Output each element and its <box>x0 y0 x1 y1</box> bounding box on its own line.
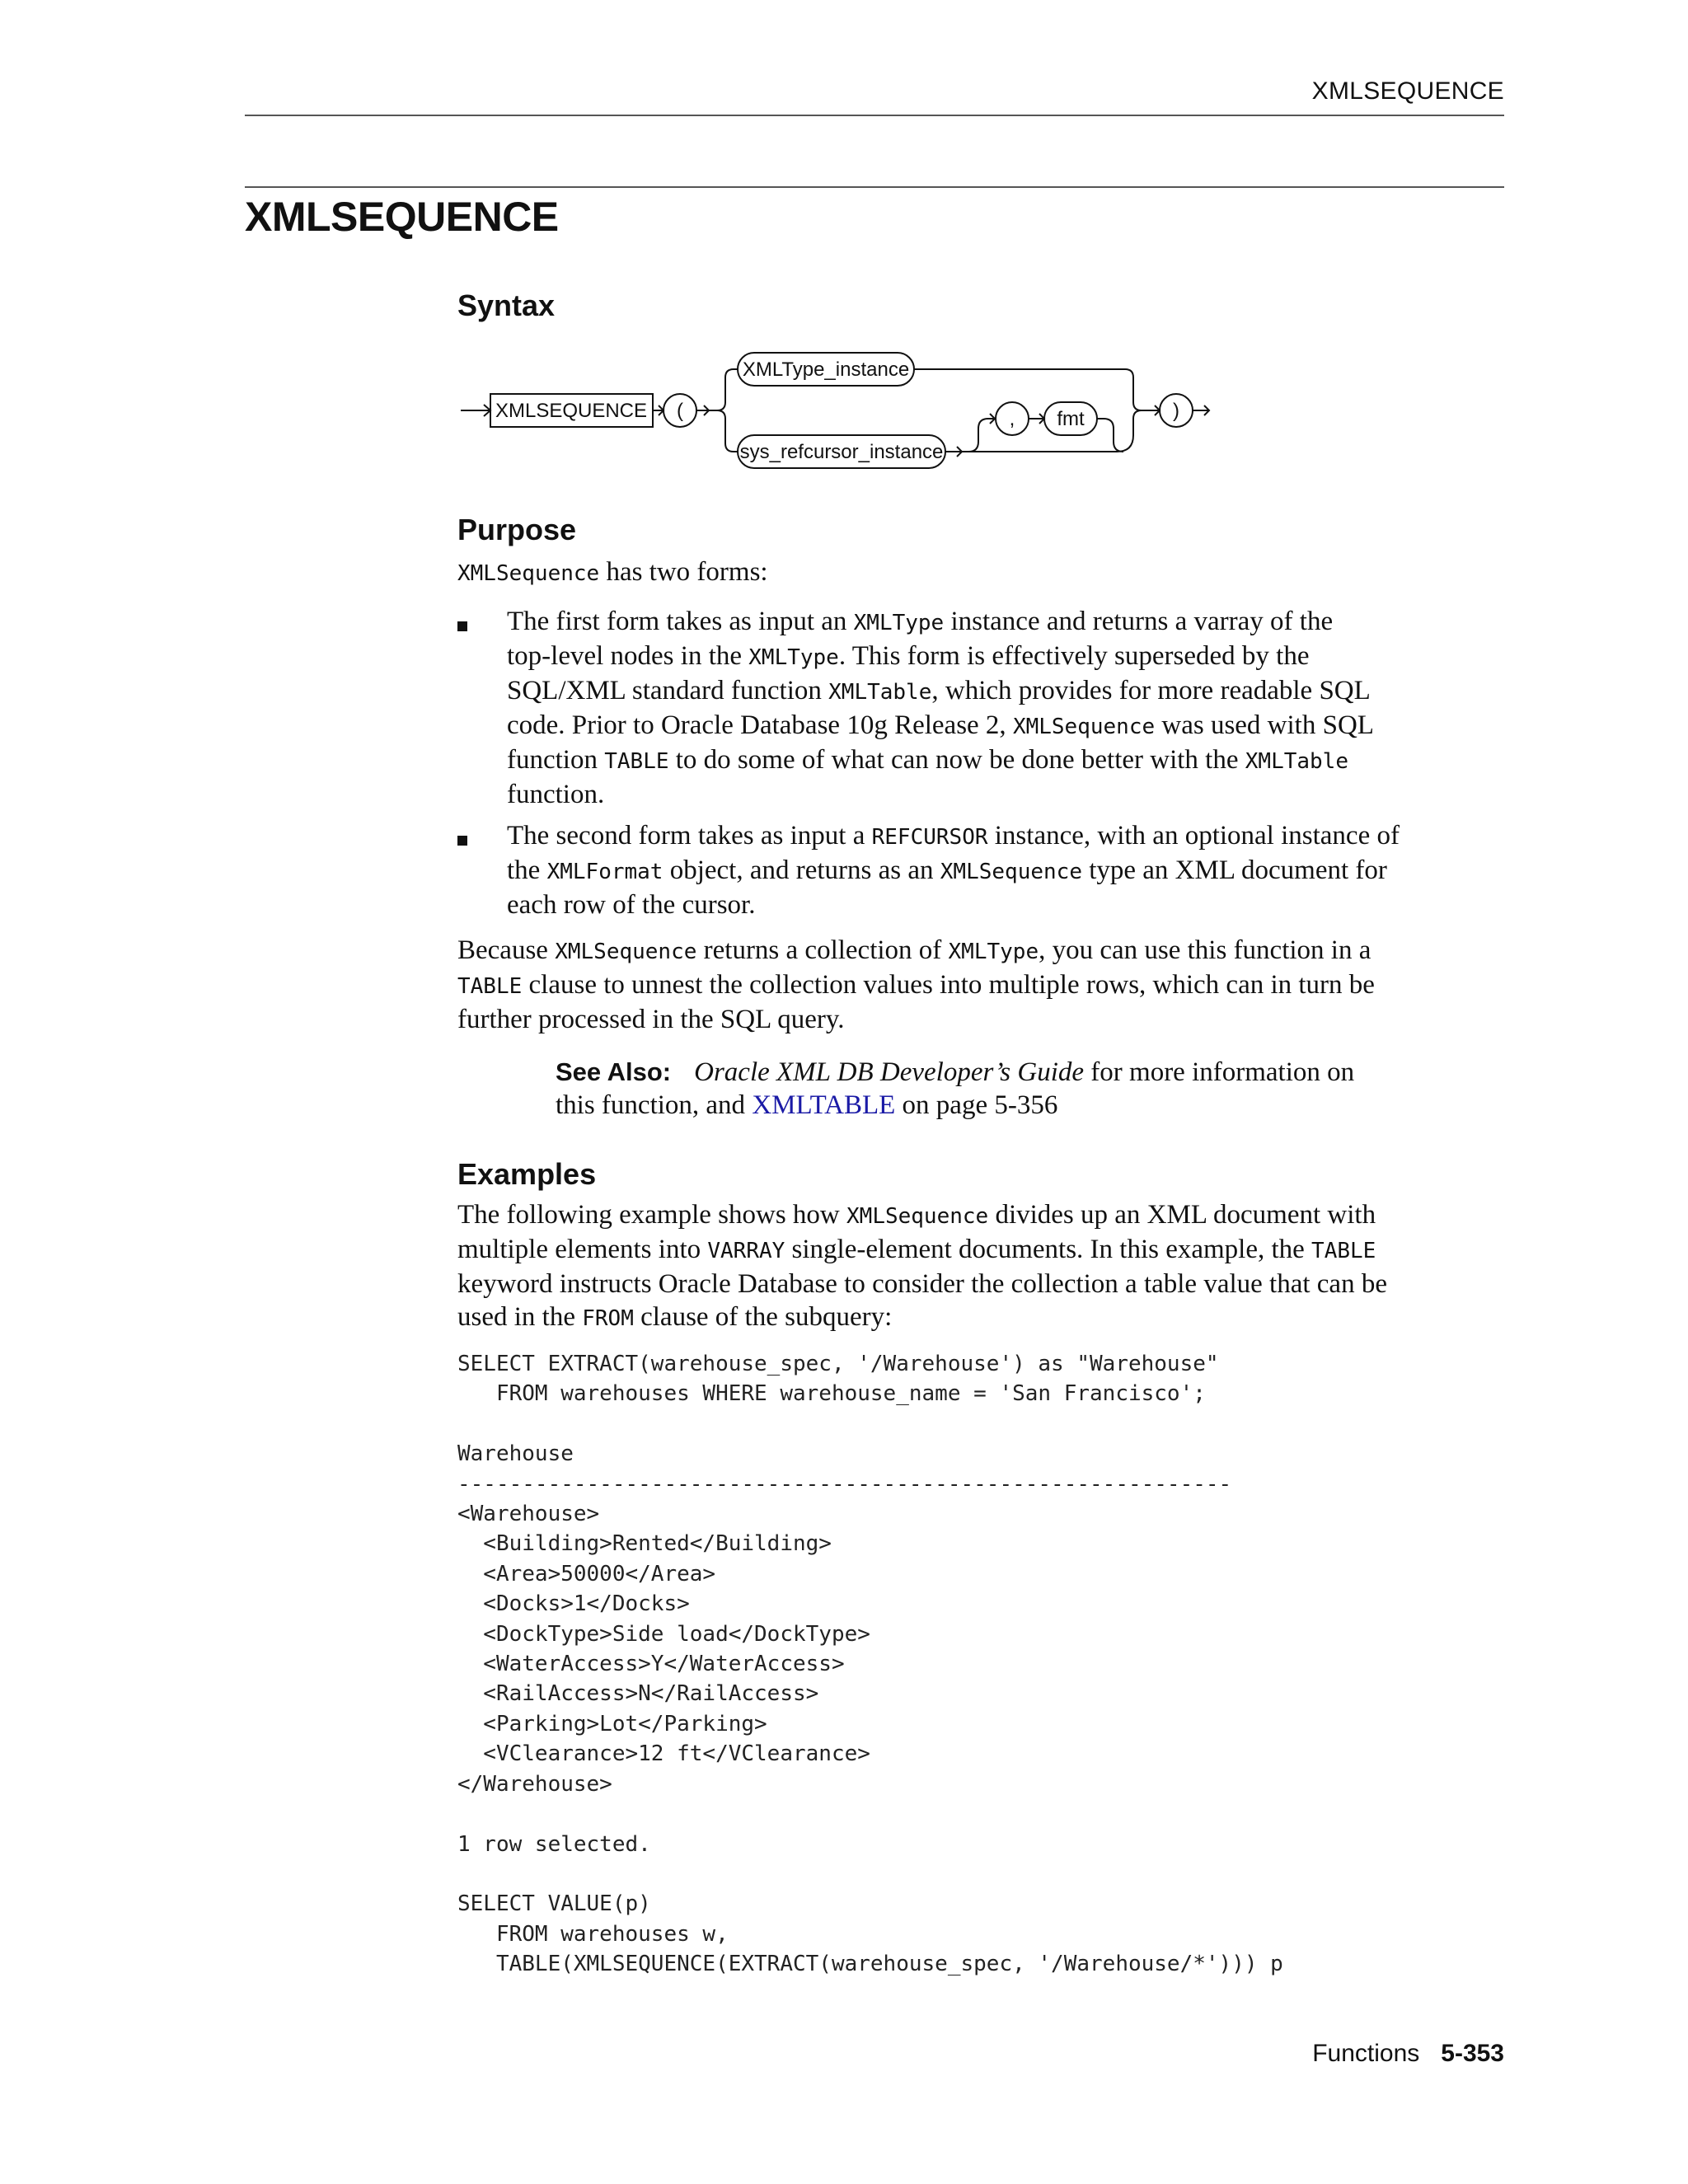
syntax-comma: , <box>1009 408 1015 430</box>
examples-paragraph: The following example shows how XMLSequence divides up an XML document with multiple elements into VARRAY single-element documents. In this example, the TABLE keyword instructs Oracle Database to consider the collection a table value that can be used in the FROM clause of the subquery: <box>457 1200 1387 1332</box>
page-title: XMLSEQUENCE <box>245 194 559 240</box>
xmltable-link[interactable]: XMLTABLE <box>752 1090 896 1120</box>
see-also-label: See Also: <box>556 1057 672 1086</box>
syntax-keyword: XMLSEQUENCE <box>495 400 648 422</box>
page-number: 5-353 <box>1441 2040 1504 2067</box>
syntax-fmt: fmt <box>1057 408 1085 430</box>
footer-section: Functions <box>1312 2040 1420 2067</box>
list-item: The second form takes as input a REFCURSOR instance, with an optional instance of the XMLFormat object, and returns as an XMLSequence type an XML document for each row of the cursor. <box>457 819 1508 921</box>
syntax-arg-xmltype: XMLType_instance <box>742 359 910 381</box>
title-rule <box>245 186 1504 188</box>
examples-heading: Examples <box>457 1157 597 1191</box>
syntax-diagram <box>457 346 1232 486</box>
bullet-icon <box>457 621 467 631</box>
purpose-paragraph: Because XMLSequence returns a collection of XMLType, you can use this function in a TABLE clause to unnest the collection values into multiple rows, which can in turn be further processed in the SQL query. <box>457 935 1375 1034</box>
bullet-icon <box>457 836 467 846</box>
list-item: The first form takes as input an XMLType instance and returns a varray of the top-level nodes in the XMLType. This form is effectively superseded by the SQL/XML standard function XMLTable, which provides for more readable SQL code. Prior to Oracle Database 10g Release 2, XMLSequence was used with SQL function TABLE to do some of what can now be done better with the XMLTable function. <box>457 605 1508 811</box>
syntax-open-paren: ( <box>677 400 683 422</box>
see-also-note: See Also: Oracle XML DB Developer’s Guide for more information on this function, and XMLTABLE on page 5-356 <box>556 1057 1355 1120</box>
book-title: Oracle XML DB Developer’s Guide <box>694 1057 1085 1087</box>
syntax-arg-refcursor: sys_refcursor_instance <box>739 441 944 463</box>
purpose-intro: XMLSequence has two forms: <box>457 557 768 587</box>
header-rule <box>245 115 1504 116</box>
page-footer <box>1312 2040 1504 2068</box>
running-head: XMLSEQUENCE <box>1311 77 1504 105</box>
code-example: SELECT EXTRACT(warehouse_spec, '/Warehouse') as "Warehouse" FROM warehouses WHERE warehouse_name = 'San Francisco'; Warehouse ------------------------------------------------------------ <Warehouse> <Building>Rented</Building> <Area>50000</Area> <Docks>1</Docks> <DockType>Side load</DockType> <WaterAccess>Y</WaterAccess> <RailAccess>N</RailAccess> <Parking>Lot</Parking> <VClearance>12 ft</VClearance> </Warehouse> 1 row selected. SELECT VALUE(p) FROM warehouses w, TABLE(XMLSEQUENCE(EXTRACT(warehouse_spec, '/Warehouse/*'))) p <box>457 1352 1283 1977</box>
purpose-heading: Purpose <box>457 513 577 546</box>
syntax-close-paren: ) <box>1173 400 1179 422</box>
syntax-heading: Syntax <box>457 288 556 322</box>
